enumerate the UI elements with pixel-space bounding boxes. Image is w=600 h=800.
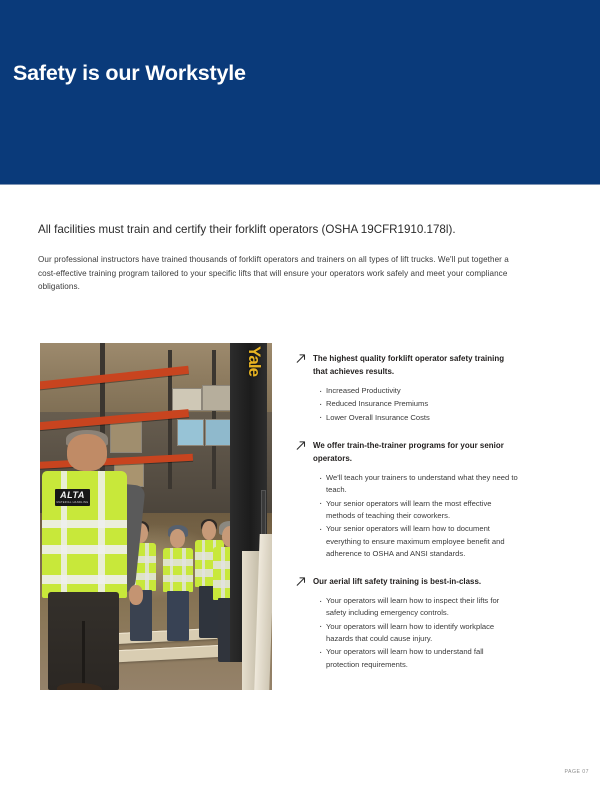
benefit-section bbox=[296, 439, 518, 560]
vest-stripe bbox=[163, 559, 194, 566]
vest-stripe bbox=[163, 575, 194, 582]
rack-pallet bbox=[177, 419, 205, 445]
training-photo bbox=[40, 343, 272, 690]
hi-vis-vest bbox=[42, 471, 127, 598]
rack-pallet bbox=[202, 385, 232, 411]
alta-logo-badge bbox=[55, 489, 89, 505]
benefit-section bbox=[296, 575, 518, 671]
vest-stripe bbox=[145, 543, 148, 590]
arrow-up-right-icon bbox=[296, 576, 306, 587]
shoe bbox=[57, 683, 102, 690]
yale-brand-label: Yale bbox=[244, 346, 264, 377]
forklift-control-panel bbox=[261, 490, 266, 537]
list-item: · Your senior operators will learn how to document everything to ensure maximum employee benefit and adherence to OSHA and ANSI standards. bbox=[319, 523, 518, 560]
hi-vis-vest bbox=[163, 548, 194, 593]
list-item: · Increased Productivity bbox=[319, 385, 518, 397]
list-item: · Lower Overall Insurance Costs bbox=[319, 412, 518, 424]
page-number-label: PAGE 07 bbox=[564, 769, 589, 775]
arrow-up-right-icon bbox=[296, 440, 306, 451]
page-header-banner bbox=[0, 0, 600, 185]
intro-block bbox=[38, 222, 516, 294]
list-item: · Your senior operators will learn the most effective methods of teaching their coworkers. bbox=[319, 498, 518, 523]
benefits-content-column bbox=[296, 352, 518, 672]
alta-logo-subtext: MATERIAL HANDLING bbox=[56, 500, 89, 504]
list-item: · Your operators will learn how to understand fall protection requirements. bbox=[319, 646, 518, 671]
vest-stripe bbox=[182, 548, 185, 593]
benefit-heading-row bbox=[296, 352, 518, 378]
legs bbox=[167, 591, 189, 641]
intro-body-text: Our professional instructors have trained thousands of forklift operators and trainers on all types of lift trucks. We'll put together a cost-effective training program tailored to your specific lifts that will ensure your operators work safely and meet your compliance obligations. bbox=[38, 254, 509, 292]
list-item: · Your operators will learn how to identify workplace hazards that could cause injury. bbox=[319, 621, 518, 646]
benefit-title: The highest quality forklift operator safety training that achieves results. bbox=[313, 354, 505, 377]
list-item: · Reduced Insurance Premiums bbox=[319, 398, 518, 410]
head bbox=[170, 529, 185, 547]
benefit-heading-row bbox=[296, 575, 518, 588]
benefit-heading-row bbox=[296, 439, 518, 465]
benefit-section bbox=[296, 352, 518, 424]
vest-stripe bbox=[170, 548, 173, 593]
vest-stripe bbox=[42, 520, 127, 529]
head bbox=[67, 434, 106, 471]
benefit-bullet-list bbox=[296, 472, 518, 560]
list-item: · Your operators will learn how to inspect their lifts for safety including emergency controls. bbox=[319, 595, 518, 620]
vest-stripe bbox=[42, 575, 127, 584]
vest-stripe bbox=[202, 540, 205, 587]
instructor-figure bbox=[40, 471, 142, 690]
vest-stripe bbox=[221, 547, 225, 600]
rack-pallet bbox=[172, 388, 202, 411]
intro-heading: All facilities must train and certify their forklift operators (OSHA 19CFR1910.178l). bbox=[38, 223, 456, 236]
benefit-bullet-list bbox=[296, 595, 518, 671]
alta-logo-text: ALTA bbox=[60, 489, 85, 500]
rack-pallet bbox=[110, 419, 142, 452]
arrow-up-right-icon bbox=[296, 353, 306, 364]
vest-stripe bbox=[98, 471, 105, 598]
photo-scene bbox=[40, 343, 272, 690]
trainee-figure bbox=[161, 527, 196, 642]
leg-split bbox=[82, 621, 85, 690]
legs bbox=[48, 592, 118, 690]
vest-stripe bbox=[42, 545, 127, 554]
hand bbox=[129, 585, 143, 605]
benefit-title: Our aerial lift safety training is best-in-class. bbox=[313, 577, 482, 587]
benefit-title: We offer train-the-trainer programs for your senior operators. bbox=[313, 440, 504, 463]
page-title: Safety is our Workstyle bbox=[13, 61, 246, 85]
list-item: · We'll teach your trainers to understand what they need to teach. bbox=[319, 472, 518, 497]
benefit-bullet-list bbox=[296, 385, 518, 424]
